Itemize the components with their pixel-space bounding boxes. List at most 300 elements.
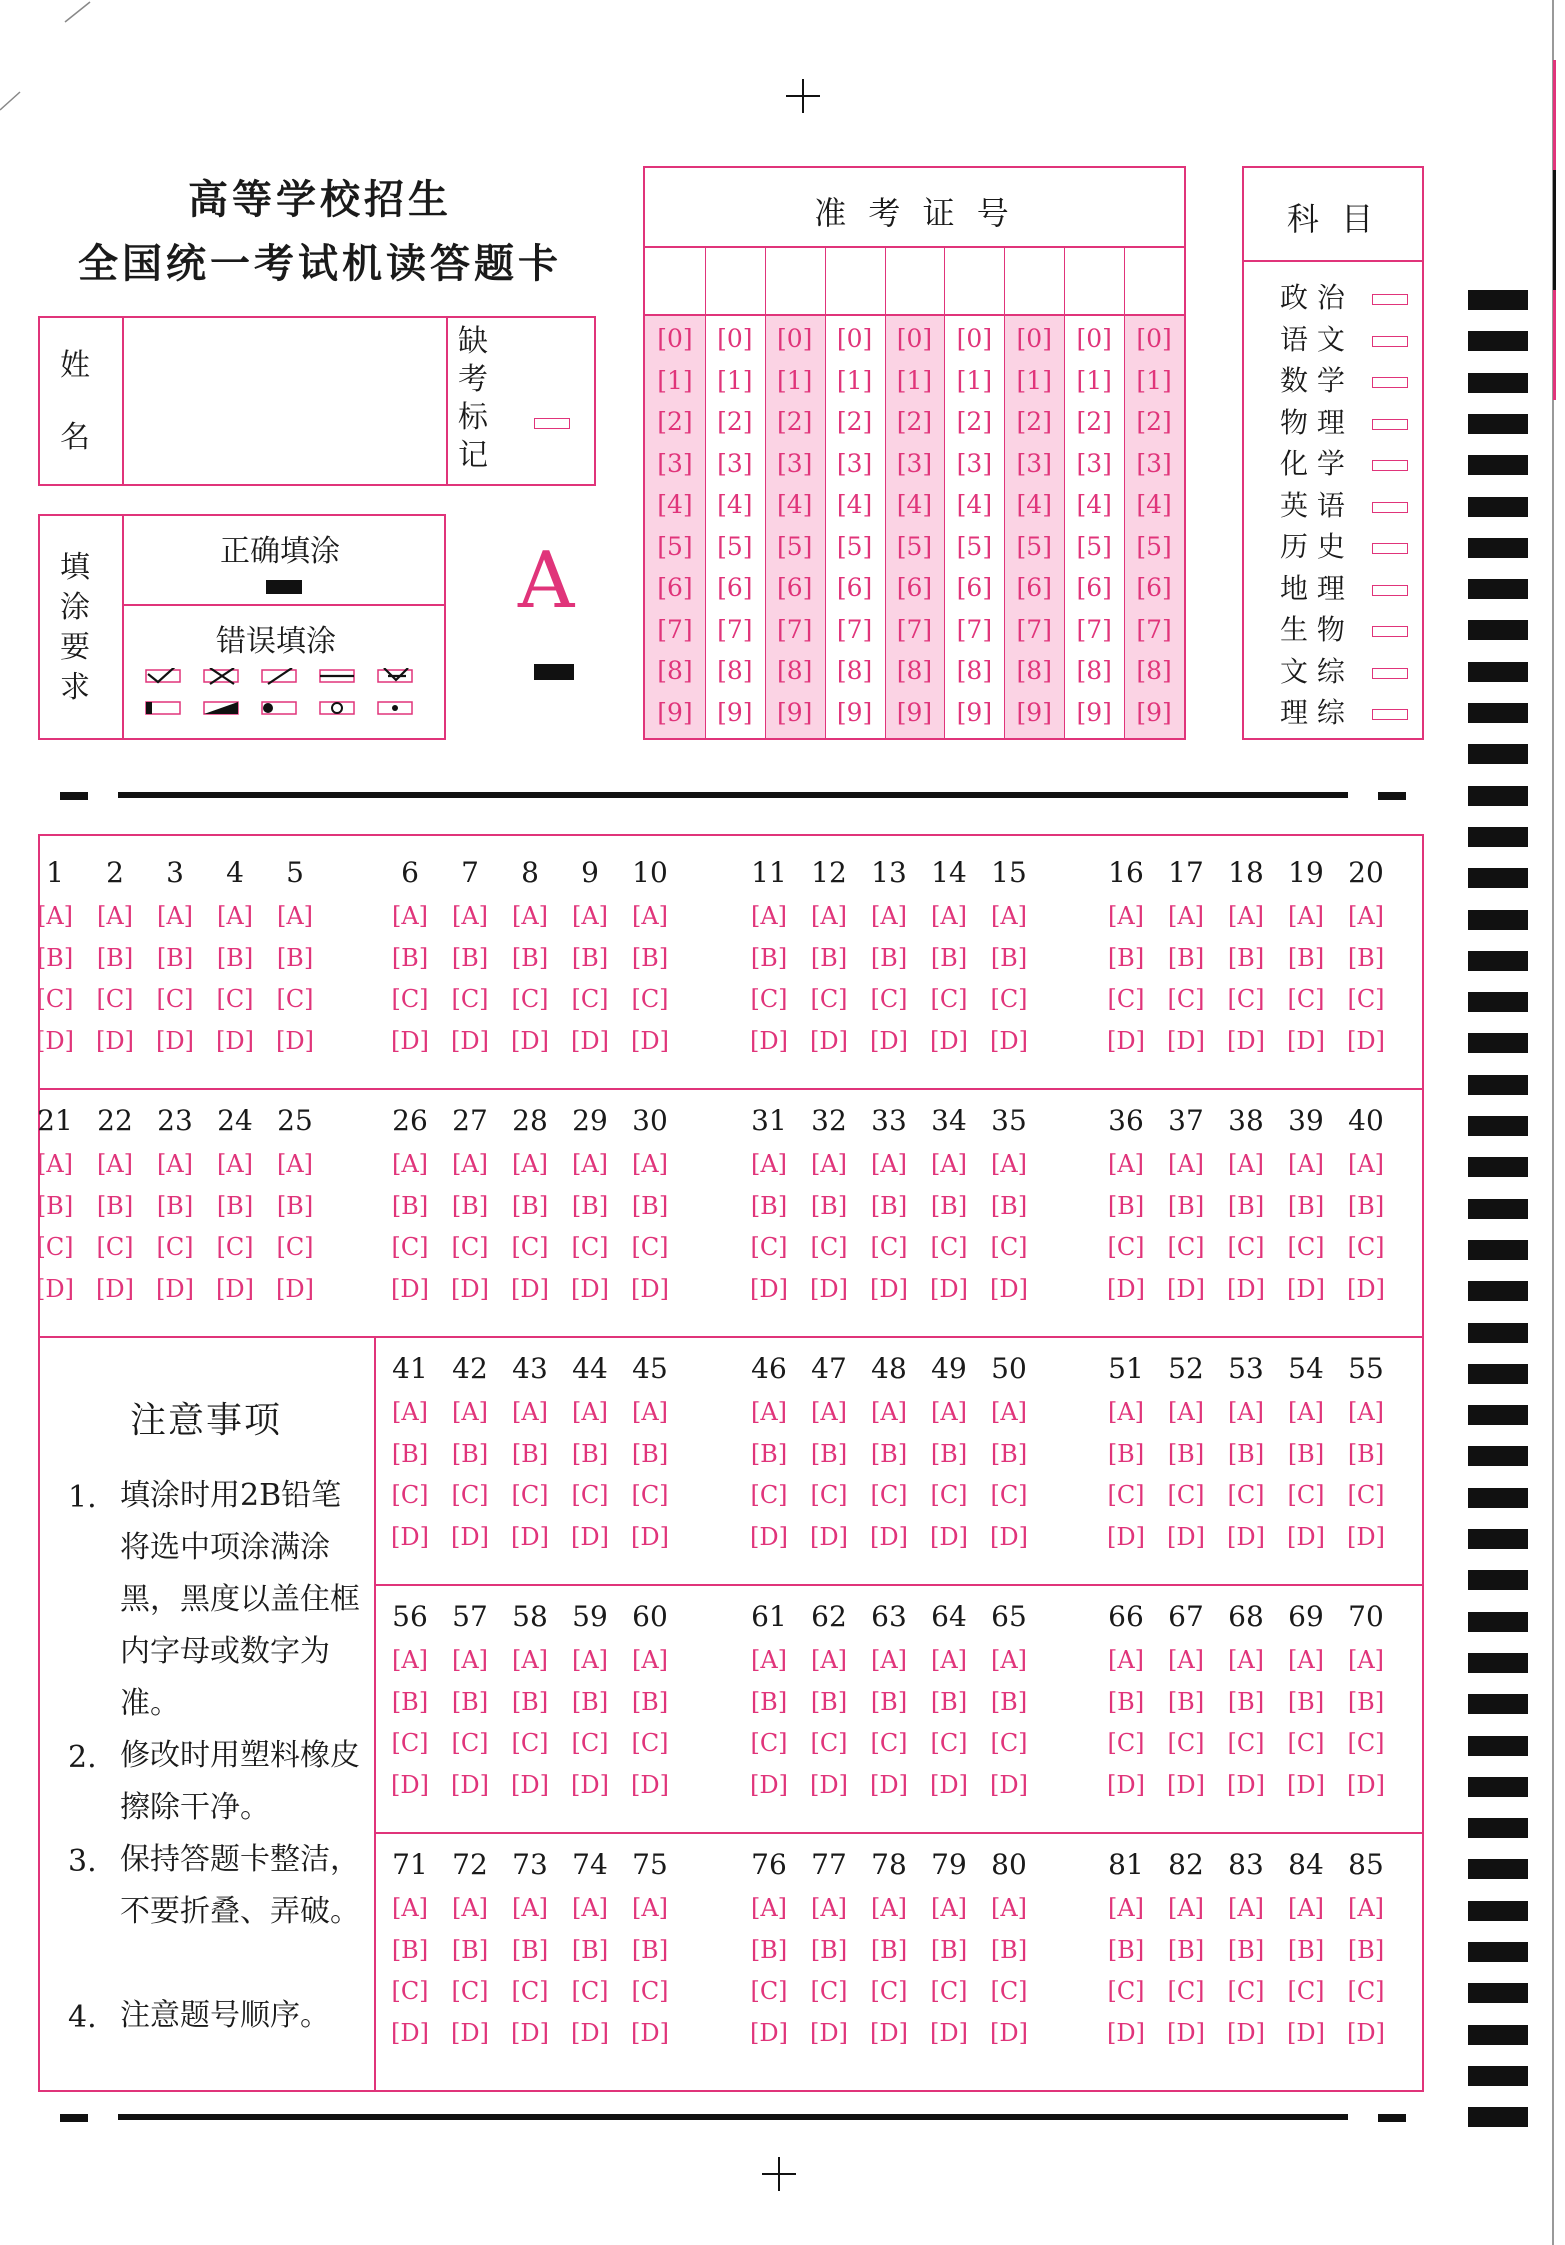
exam-id-digit-bubble[interactable]: [0]	[717, 324, 753, 353]
answer-bubble-a[interactable]: [A]	[810, 902, 848, 930]
answer-bubble-c[interactable]: [C]	[216, 1233, 254, 1261]
exam-id-digit-bubble[interactable]: [8]	[836, 656, 873, 685]
exam-id-digit-bubble[interactable]: [2]	[896, 407, 933, 436]
exam-id-digit-bubble[interactable]: [6]	[657, 573, 693, 602]
answer-bubble-c[interactable]: [C]	[870, 1481, 908, 1509]
answer-bubble-a[interactable]: [A]	[631, 1150, 669, 1178]
answer-bubble-a[interactable]: [A]	[810, 1646, 848, 1674]
answer-bubble-b[interactable]: [B]	[870, 1191, 908, 1220]
answer-bubble-b[interactable]: [B]	[1347, 943, 1385, 972]
paper-type-bubble[interactable]	[534, 664, 574, 680]
answer-bubble-c[interactable]: [C]	[930, 1977, 968, 2005]
answer-bubble-a[interactable]: [A]	[990, 1894, 1028, 1922]
answer-bubble-b[interactable]: [B]	[750, 943, 788, 972]
answer-bubble-b[interactable]: [B]	[631, 1439, 669, 1468]
answer-bubble-d[interactable]: [D]	[990, 1274, 1028, 1303]
answer-bubble-a[interactable]: [A]	[451, 1894, 489, 1922]
exam-id-digit-bubble[interactable]: [8]	[776, 656, 813, 685]
answer-bubble-a[interactable]: [A]	[1107, 1894, 1145, 1922]
answer-bubble-c[interactable]: [C]	[571, 1481, 609, 1509]
answer-bubble-b[interactable]: [B]	[930, 1439, 968, 1468]
answer-bubble-b[interactable]: [B]	[930, 1191, 968, 1220]
answer-bubble-b[interactable]: [B]	[1347, 1935, 1385, 1964]
answer-bubble-d[interactable]: [D]	[391, 1770, 429, 1799]
answer-bubble-a[interactable]: [A]	[1167, 1894, 1205, 1922]
answer-bubble-c[interactable]: [C]	[1107, 1233, 1145, 1261]
answer-bubble-b[interactable]: [B]	[36, 1191, 74, 1220]
answer-bubble-b[interactable]: [B]	[1107, 1687, 1145, 1716]
subject-bubble[interactable]	[1372, 294, 1408, 305]
answer-bubble-d[interactable]: [D]	[1347, 1026, 1385, 1055]
answer-bubble-a[interactable]: [A]	[451, 902, 489, 930]
answer-bubble-d[interactable]: [D]	[1227, 1770, 1265, 1799]
answer-bubble-a[interactable]: [A]	[511, 1150, 549, 1178]
answer-bubble-b[interactable]: [B]	[1167, 1191, 1205, 1220]
answer-bubble-c[interactable]: [C]	[1287, 1729, 1325, 1757]
answer-bubble-a[interactable]: [A]	[631, 902, 669, 930]
answer-bubble-c[interactable]: [C]	[216, 985, 254, 1013]
exam-id-digit-bubble[interactable]: [0]	[1076, 324, 1112, 353]
answer-bubble-b[interactable]: [B]	[511, 1439, 549, 1468]
answer-bubble-d[interactable]: [D]	[451, 1026, 489, 1055]
answer-bubble-a[interactable]: [A]	[1107, 1646, 1145, 1674]
answer-bubble-a[interactable]: [A]	[571, 1150, 609, 1178]
answer-bubble-a[interactable]: [A]	[276, 902, 314, 930]
answer-bubble-b[interactable]: [B]	[750, 1687, 788, 1716]
answer-bubble-a[interactable]: [A]	[451, 1150, 489, 1178]
answer-bubble-d[interactable]: [D]	[571, 1026, 609, 1055]
exam-id-digit-bubble[interactable]: [8]	[1076, 656, 1112, 685]
answer-bubble-c[interactable]: [C]	[451, 985, 489, 1013]
exam-id-digit-bubble[interactable]: [2]	[776, 407, 813, 436]
answer-bubble-c[interactable]: [C]	[990, 1977, 1028, 2005]
answer-bubble-d[interactable]: [D]	[36, 1026, 74, 1055]
answer-bubble-c[interactable]: [C]	[1227, 1977, 1265, 2005]
answer-bubble-c[interactable]: [C]	[391, 1233, 429, 1261]
exam-id-digit-bubble[interactable]: [6]	[896, 573, 933, 602]
answer-bubble-c[interactable]: [C]	[1227, 985, 1265, 1013]
answer-bubble-b[interactable]: [B]	[750, 1439, 788, 1468]
subject-bubble[interactable]	[1372, 377, 1408, 388]
exam-id-digit-bubble[interactable]: [1]	[657, 365, 693, 395]
answer-bubble-c[interactable]: [C]	[750, 1233, 788, 1261]
subject-bubble[interactable]	[1372, 543, 1408, 554]
absent-mark-bubble[interactable]	[534, 418, 570, 429]
answer-bubble-b[interactable]: [B]	[216, 1191, 254, 1220]
answer-bubble-c[interactable]: [C]	[930, 985, 968, 1013]
answer-bubble-b[interactable]: [B]	[990, 1687, 1028, 1716]
answer-bubble-b[interactable]: [B]	[1227, 1935, 1265, 1964]
answer-bubble-d[interactable]: [D]	[571, 1274, 609, 1303]
answer-bubble-b[interactable]: [B]	[1287, 1191, 1325, 1220]
answer-bubble-b[interactable]: [B]	[391, 1439, 429, 1468]
subject-bubble[interactable]	[1372, 460, 1408, 471]
answer-bubble-c[interactable]: [C]	[750, 1729, 788, 1757]
exam-id-digit-bubble[interactable]: [5]	[1136, 531, 1172, 561]
answer-bubble-c[interactable]: [C]	[36, 1233, 74, 1261]
answer-bubble-d[interactable]: [D]	[930, 1026, 968, 1055]
answer-bubble-d[interactable]: [D]	[156, 1026, 194, 1055]
answer-bubble-c[interactable]: [C]	[1167, 985, 1205, 1013]
answer-bubble-d[interactable]: [D]	[1347, 2018, 1385, 2047]
answer-bubble-d[interactable]: [D]	[451, 2018, 489, 2047]
answer-bubble-c[interactable]: [C]	[1347, 1977, 1385, 2005]
answer-bubble-c[interactable]: [C]	[810, 1977, 848, 2005]
answer-bubble-a[interactable]: [A]	[511, 902, 549, 930]
exam-id-digit-bubble[interactable]: [6]	[1016, 573, 1052, 602]
answer-bubble-c[interactable]: [C]	[1167, 1729, 1205, 1757]
answer-bubble-a[interactable]: [A]	[1287, 1894, 1325, 1922]
exam-id-digit-bubble[interactable]: [4]	[896, 490, 933, 519]
answer-bubble-a[interactable]: [A]	[1347, 1646, 1385, 1674]
answer-bubble-d[interactable]: [D]	[1287, 1770, 1325, 1799]
answer-bubble-d[interactable]: [D]	[276, 1274, 314, 1303]
answer-bubble-a[interactable]: [A]	[391, 1646, 429, 1674]
answer-bubble-c[interactable]: [C]	[1107, 1729, 1145, 1757]
exam-id-write-cell[interactable]	[944, 248, 1004, 314]
answer-bubble-c[interactable]: [C]	[631, 985, 669, 1013]
answer-bubble-c[interactable]: [C]	[36, 985, 74, 1013]
answer-bubble-c[interactable]: [C]	[511, 1729, 549, 1757]
answer-bubble-b[interactable]: [B]	[1227, 1439, 1265, 1468]
answer-bubble-b[interactable]: [B]	[810, 1191, 848, 1220]
answer-bubble-b[interactable]: [B]	[870, 1439, 908, 1468]
subject-bubble[interactable]	[1372, 709, 1408, 720]
answer-bubble-d[interactable]: [D]	[1107, 1274, 1145, 1303]
answer-bubble-d[interactable]: [D]	[750, 1770, 788, 1799]
answer-bubble-d[interactable]: [D]	[156, 1274, 194, 1303]
exam-id-digit-bubble[interactable]: [2]	[717, 407, 753, 436]
answer-bubble-a[interactable]: [A]	[391, 1894, 429, 1922]
answer-bubble-a[interactable]: [A]	[1287, 902, 1325, 930]
exam-id-digit-bubble[interactable]: [0]	[657, 324, 693, 353]
answer-bubble-c[interactable]: [C]	[810, 1233, 848, 1261]
exam-id-digit-bubble[interactable]: [2]	[1136, 407, 1172, 436]
answer-bubble-a[interactable]: [A]	[1347, 1894, 1385, 1922]
exam-id-digit-bubble[interactable]: [5]	[1076, 531, 1112, 561]
answer-bubble-a[interactable]: [A]	[216, 902, 254, 930]
answer-bubble-b[interactable]: [B]	[1227, 943, 1265, 972]
answer-bubble-c[interactable]: [C]	[1107, 1977, 1145, 2005]
exam-id-digit-bubble[interactable]: [6]	[956, 573, 993, 602]
answer-bubble-b[interactable]: [B]	[1287, 943, 1325, 972]
answer-bubble-d[interactable]: [D]	[810, 1770, 848, 1799]
answer-bubble-b[interactable]: [B]	[571, 1687, 609, 1716]
exam-id-digit-bubble[interactable]: [9]	[836, 697, 873, 727]
answer-bubble-b[interactable]: [B]	[451, 1687, 489, 1716]
exam-id-digit-bubble[interactable]: [0]	[896, 324, 933, 353]
exam-id-digit-bubble[interactable]: [9]	[776, 697, 813, 727]
exam-id-digit-bubble[interactable]: [1]	[776, 365, 813, 395]
answer-bubble-a[interactable]: [A]	[750, 902, 788, 930]
answer-bubble-a[interactable]: [A]	[1167, 1150, 1205, 1178]
answer-bubble-a[interactable]: [A]	[750, 1150, 788, 1178]
answer-bubble-a[interactable]: [A]	[571, 1646, 609, 1674]
answer-bubble-a[interactable]: [A]	[1107, 1398, 1145, 1426]
answer-bubble-d[interactable]: [D]	[750, 1522, 788, 1551]
answer-bubble-a[interactable]: [A]	[1287, 1150, 1325, 1178]
answer-bubble-a[interactable]: [A]	[631, 1894, 669, 1922]
answer-bubble-a[interactable]: [A]	[870, 1398, 908, 1426]
answer-bubble-b[interactable]: [B]	[1107, 1191, 1145, 1220]
answer-bubble-c[interactable]: [C]	[990, 1481, 1028, 1509]
answer-bubble-b[interactable]: [B]	[990, 1191, 1028, 1220]
answer-bubble-b[interactable]: [B]	[1347, 1191, 1385, 1220]
answer-bubble-b[interactable]: [B]	[750, 1935, 788, 1964]
answer-bubble-a[interactable]: [A]	[1347, 902, 1385, 930]
exam-id-digit-bubble[interactable]: [1]	[896, 365, 933, 395]
exam-id-digit-bubble[interactable]: [4]	[1136, 490, 1172, 519]
answer-bubble-a[interactable]: [A]	[990, 902, 1028, 930]
answer-bubble-d[interactable]: [D]	[1167, 1274, 1205, 1303]
answer-bubble-c[interactable]: [C]	[571, 985, 609, 1013]
exam-id-digit-bubble[interactable]: [7]	[776, 614, 813, 644]
answer-bubble-a[interactable]: [A]	[750, 1398, 788, 1426]
answer-bubble-c[interactable]: [C]	[1287, 985, 1325, 1013]
answer-bubble-a[interactable]: [A]	[36, 1150, 74, 1178]
exam-id-write-cell[interactable]	[765, 248, 825, 314]
answer-bubble-d[interactable]: [D]	[36, 1274, 74, 1303]
exam-id-digit-bubble[interactable]: [3]	[956, 448, 993, 478]
answer-bubble-c[interactable]: [C]	[750, 1481, 788, 1509]
answer-bubble-c[interactable]: [C]	[276, 1233, 314, 1261]
subject-bubble[interactable]	[1372, 419, 1408, 430]
answer-bubble-c[interactable]: [C]	[870, 1977, 908, 2005]
answer-bubble-d[interactable]: [D]	[990, 1770, 1028, 1799]
answer-bubble-d[interactable]: [D]	[96, 1274, 134, 1303]
answer-bubble-a[interactable]: [A]	[571, 1398, 609, 1426]
answer-bubble-c[interactable]: [C]	[391, 1977, 429, 2005]
exam-id-digit-bubble[interactable]: [5]	[717, 531, 753, 561]
exam-id-digit-bubble[interactable]: [9]	[956, 697, 993, 727]
answer-bubble-c[interactable]: [C]	[631, 1233, 669, 1261]
answer-bubble-b[interactable]: [B]	[810, 943, 848, 972]
answer-bubble-c[interactable]: [C]	[391, 1729, 429, 1757]
answer-bubble-c[interactable]: [C]	[1167, 1481, 1205, 1509]
answer-bubble-c[interactable]: [C]	[1347, 1729, 1385, 1757]
answer-bubble-a[interactable]: [A]	[96, 902, 134, 930]
exam-id-digit-bubble[interactable]: [3]	[836, 448, 873, 478]
answer-bubble-d[interactable]: [D]	[216, 1026, 254, 1055]
exam-id-digit-bubble[interactable]: [6]	[776, 573, 813, 602]
answer-bubble-b[interactable]: [B]	[1347, 1439, 1385, 1468]
exam-id-digit-bubble[interactable]: [3]	[1136, 448, 1172, 478]
exam-id-digit-bubble[interactable]: [9]	[1016, 697, 1052, 727]
answer-bubble-b[interactable]: [B]	[276, 943, 314, 972]
answer-bubble-a[interactable]: [A]	[1107, 902, 1145, 930]
exam-id-digit-bubble[interactable]: [7]	[896, 614, 933, 644]
answer-bubble-c[interactable]: [C]	[810, 1729, 848, 1757]
answer-bubble-c[interactable]: [C]	[511, 985, 549, 1013]
answer-bubble-d[interactable]: [D]	[631, 1770, 669, 1799]
answer-bubble-b[interactable]: [B]	[990, 1935, 1028, 1964]
answer-bubble-b[interactable]: [B]	[216, 943, 254, 972]
answer-bubble-a[interactable]: [A]	[930, 1646, 968, 1674]
exam-id-digit-bubble[interactable]: [6]	[836, 573, 873, 602]
answer-bubble-b[interactable]: [B]	[511, 1687, 549, 1716]
answer-bubble-b[interactable]: [B]	[276, 1191, 314, 1220]
answer-bubble-d[interactable]: [D]	[571, 1770, 609, 1799]
answer-bubble-d[interactable]: [D]	[1167, 1522, 1205, 1551]
answer-bubble-c[interactable]: [C]	[990, 1233, 1028, 1261]
answer-bubble-d[interactable]: [D]	[511, 1274, 549, 1303]
answer-bubble-a[interactable]: [A]	[990, 1646, 1028, 1674]
answer-bubble-c[interactable]: [C]	[1287, 1977, 1325, 2005]
answer-bubble-d[interactable]: [D]	[451, 1770, 489, 1799]
answer-bubble-d[interactable]: [D]	[1287, 2018, 1325, 2047]
exam-id-digit-bubble[interactable]: [5]	[657, 531, 693, 561]
answer-bubble-d[interactable]: [D]	[930, 1522, 968, 1551]
answer-bubble-d[interactable]: [D]	[96, 1026, 134, 1055]
exam-id-digit-bubble[interactable]: [3]	[776, 448, 813, 478]
answer-bubble-c[interactable]: [C]	[930, 1729, 968, 1757]
answer-bubble-a[interactable]: [A]	[216, 1150, 254, 1178]
answer-bubble-b[interactable]: [B]	[511, 1935, 549, 1964]
exam-id-digit-bubble[interactable]: [7]	[836, 614, 873, 644]
answer-bubble-a[interactable]: [A]	[930, 1894, 968, 1922]
answer-bubble-d[interactable]: [D]	[631, 1274, 669, 1303]
answer-bubble-b[interactable]: [B]	[571, 1191, 609, 1220]
answer-bubble-b[interactable]: [B]	[1167, 1687, 1205, 1716]
answer-bubble-b[interactable]: [B]	[631, 1687, 669, 1716]
answer-bubble-c[interactable]: [C]	[156, 985, 194, 1013]
answer-bubble-d[interactable]: [D]	[870, 1274, 908, 1303]
exam-id-digit-bubble[interactable]: [6]	[717, 573, 753, 602]
answer-bubble-b[interactable]: [B]	[1287, 1687, 1325, 1716]
exam-id-digit-bubble[interactable]: [8]	[717, 656, 753, 685]
name-input-area[interactable]	[126, 320, 442, 482]
answer-bubble-d[interactable]: [D]	[930, 1770, 968, 1799]
answer-bubble-d[interactable]: [D]	[511, 1522, 549, 1551]
answer-bubble-c[interactable]: [C]	[990, 1729, 1028, 1757]
answer-bubble-a[interactable]: [A]	[156, 902, 194, 930]
answer-bubble-d[interactable]: [D]	[391, 1522, 429, 1551]
answer-bubble-d[interactable]: [D]	[216, 1274, 254, 1303]
answer-bubble-c[interactable]: [C]	[451, 1481, 489, 1509]
answer-bubble-d[interactable]: [D]	[1347, 1522, 1385, 1551]
exam-id-digit-bubble[interactable]: [2]	[1076, 407, 1112, 436]
answer-bubble-a[interactable]: [A]	[391, 1398, 429, 1426]
answer-bubble-c[interactable]: [C]	[276, 985, 314, 1013]
subject-bubble[interactable]	[1372, 668, 1408, 679]
exam-id-digit-bubble[interactable]: [8]	[657, 656, 693, 685]
answer-bubble-a[interactable]: [A]	[1167, 1646, 1205, 1674]
exam-id-digit-bubble[interactable]: [7]	[657, 614, 693, 644]
exam-id-digit-bubble[interactable]: [5]	[836, 531, 873, 561]
answer-bubble-a[interactable]: [A]	[571, 902, 609, 930]
answer-bubble-a[interactable]: [A]	[571, 1894, 609, 1922]
answer-bubble-c[interactable]: [C]	[750, 985, 788, 1013]
answer-bubble-d[interactable]: [D]	[1347, 1274, 1385, 1303]
answer-bubble-a[interactable]: [A]	[1287, 1646, 1325, 1674]
answer-bubble-c[interactable]: [C]	[571, 1729, 609, 1757]
exam-id-digit-bubble[interactable]: [1]	[1136, 365, 1172, 395]
answer-bubble-a[interactable]: [A]	[1287, 1398, 1325, 1426]
exam-id-digit-bubble[interactable]: [4]	[717, 490, 753, 519]
answer-bubble-d[interactable]: [D]	[276, 1026, 314, 1055]
answer-bubble-d[interactable]: [D]	[1227, 2018, 1265, 2047]
exam-id-digit-bubble[interactable]: [2]	[956, 407, 993, 436]
exam-id-digit-bubble[interactable]: [1]	[1076, 365, 1112, 395]
answer-bubble-c[interactable]: [C]	[451, 1233, 489, 1261]
answer-bubble-b[interactable]: [B]	[930, 1687, 968, 1716]
exam-id-digit-bubble[interactable]: [4]	[657, 490, 693, 519]
answer-bubble-d[interactable]: [D]	[750, 2018, 788, 2047]
answer-bubble-c[interactable]: [C]	[571, 1977, 609, 2005]
answer-bubble-c[interactable]: [C]	[451, 1729, 489, 1757]
answer-bubble-b[interactable]: [B]	[1227, 1191, 1265, 1220]
answer-bubble-b[interactable]: [B]	[1167, 1935, 1205, 1964]
exam-id-digit-bubble[interactable]: [6]	[1136, 573, 1172, 602]
answer-bubble-a[interactable]: [A]	[810, 1150, 848, 1178]
exam-id-digit-bubble[interactable]: [2]	[657, 407, 693, 436]
exam-id-digit-bubble[interactable]: [8]	[1136, 656, 1172, 685]
answer-bubble-b[interactable]: [B]	[391, 1687, 429, 1716]
answer-bubble-c[interactable]: [C]	[511, 1481, 549, 1509]
answer-bubble-c[interactable]: [C]	[631, 1977, 669, 2005]
exam-id-digit-bubble[interactable]: [8]	[956, 656, 993, 685]
answer-bubble-d[interactable]: [D]	[631, 1522, 669, 1551]
answer-bubble-d[interactable]: [D]	[750, 1026, 788, 1055]
answer-bubble-b[interactable]: [B]	[631, 1191, 669, 1220]
exam-id-digit-bubble[interactable]: [9]	[717, 697, 753, 727]
exam-id-digit-bubble[interactable]: [7]	[956, 614, 993, 644]
answer-bubble-b[interactable]: [B]	[96, 943, 134, 972]
answer-bubble-a[interactable]: [A]	[96, 1150, 134, 1178]
answer-bubble-d[interactable]: [D]	[511, 1770, 549, 1799]
answer-bubble-d[interactable]: [D]	[391, 1026, 429, 1055]
answer-bubble-a[interactable]: [A]	[870, 1646, 908, 1674]
answer-bubble-c[interactable]: [C]	[96, 1233, 134, 1261]
answer-bubble-c[interactable]: [C]	[1287, 1233, 1325, 1261]
exam-id-digit-bubble[interactable]: [0]	[1016, 324, 1052, 353]
answer-bubble-d[interactable]: [D]	[571, 1522, 609, 1551]
answer-bubble-a[interactable]: [A]	[1227, 1398, 1265, 1426]
answer-bubble-a[interactable]: [A]	[276, 1150, 314, 1178]
exam-id-digit-bubble[interactable]: [9]	[1076, 697, 1112, 727]
exam-id-digit-bubble[interactable]: [7]	[717, 614, 753, 644]
answer-bubble-c[interactable]: [C]	[1347, 985, 1385, 1013]
answer-bubble-a[interactable]: [A]	[870, 1894, 908, 1922]
answer-bubble-d[interactable]: [D]	[451, 1522, 489, 1551]
answer-bubble-a[interactable]: [A]	[810, 1398, 848, 1426]
answer-bubble-b[interactable]: [B]	[391, 1935, 429, 1964]
exam-id-digit-bubble[interactable]: [1]	[836, 365, 873, 395]
answer-bubble-d[interactable]: [D]	[1167, 2018, 1205, 2047]
exam-id-digit-bubble[interactable]: [4]	[1076, 490, 1112, 519]
answer-bubble-b[interactable]: [B]	[156, 1191, 194, 1220]
answer-bubble-d[interactable]: [D]	[810, 1522, 848, 1551]
exam-id-digit-bubble[interactable]: [9]	[1136, 697, 1172, 727]
answer-bubble-d[interactable]: [D]	[1227, 1522, 1265, 1551]
answer-bubble-b[interactable]: [B]	[36, 943, 74, 972]
answer-bubble-a[interactable]: [A]	[36, 902, 74, 930]
answer-bubble-b[interactable]: [B]	[156, 943, 194, 972]
exam-id-digit-bubble[interactable]: [4]	[956, 490, 993, 519]
answer-bubble-d[interactable]: [D]	[631, 1026, 669, 1055]
exam-id-digit-bubble[interactable]: [4]	[1016, 490, 1052, 519]
answer-bubble-c[interactable]: [C]	[870, 1233, 908, 1261]
exam-id-digit-bubble[interactable]: [5]	[1016, 531, 1052, 561]
answer-bubble-d[interactable]: [D]	[1227, 1274, 1265, 1303]
answer-bubble-d[interactable]: [D]	[810, 1274, 848, 1303]
answer-bubble-b[interactable]: [B]	[1107, 943, 1145, 972]
answer-bubble-d[interactable]: [D]	[1287, 1522, 1325, 1551]
answer-bubble-b[interactable]: [B]	[750, 1191, 788, 1220]
answer-bubble-a[interactable]: [A]	[511, 1398, 549, 1426]
answer-bubble-c[interactable]: [C]	[1347, 1481, 1385, 1509]
exam-id-digit-bubble[interactable]: [9]	[896, 697, 933, 727]
